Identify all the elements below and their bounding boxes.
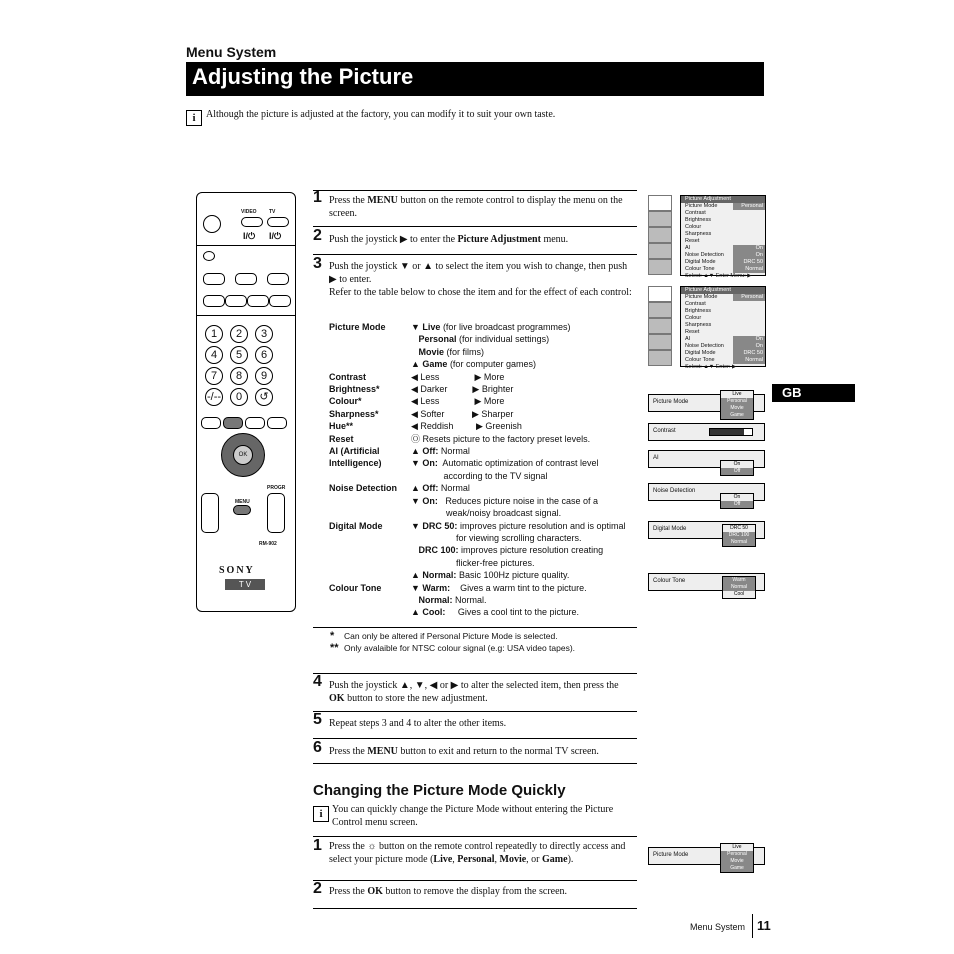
control-table-row: Colour* ◀ Less ▶ More <box>329 396 505 407</box>
remote-button <box>203 295 225 307</box>
osd-bar: Noise Detection <box>648 483 765 501</box>
picture-mode-button <box>223 417 243 429</box>
control-table-row: Colour Tone ▼ Warm: Gives a warm tint to the picture. Normal: Normal. ▲ Cool: Gives a cool tint to the picture. <box>329 582 587 618</box>
osd-sidebar-icon <box>648 302 672 318</box>
osd-option-list: On Off <box>720 460 754 476</box>
remote-button <box>267 417 287 429</box>
step-number: 4 <box>313 673 322 690</box>
osd-sidebar-icon <box>648 227 672 243</box>
remote-button <box>245 417 265 429</box>
program-rocker <box>267 493 285 533</box>
osd-option-list: DRC 50 DRC 100 Normal <box>722 524 756 547</box>
remote-model-label: RM-902 <box>259 541 277 547</box>
step-text: Push the joystick ▲, ▼, ◀ or ▶ to alter the selected item, then press the OK button to store the new adjustment. <box>329 680 619 704</box>
osd-bar: AI <box>648 450 765 468</box>
osd-sidebar-icon <box>648 318 672 334</box>
intro-text: Although the picture is adjusted at the factory, you can modify it to suit your own taste. <box>206 109 556 120</box>
video-button <box>241 217 263 227</box>
page-title: Adjusting the Picture <box>192 64 414 89</box>
ok-button: OK <box>233 445 253 465</box>
osd-bar: Colour Tone <box>648 573 765 591</box>
tv-button <box>267 217 289 227</box>
osd-sidebar-icon <box>648 259 672 275</box>
control-table-row: Hue** ◀ Reddish ▶ Greenish <box>329 421 522 432</box>
step-text: Press the ☼ button on the remote control repeatedly to directly access and select your picture mode (Live, Personal, Movie, or Game). <box>329 841 626 865</box>
language-tab: GB <box>772 384 855 402</box>
control-table-row: Brightness* ◀ Darker ▶ Brighter <box>329 384 514 395</box>
step-text: Push the joystick ▼ or ▲ to select the item you wish to change, then push ▶ to enter. Refer to the table below to chose the item and for the effect of each control: <box>329 261 632 298</box>
control-table-row: Sharpness* ◀ Softer ▶ Sharper <box>329 408 514 419</box>
footnotes <box>330 630 575 654</box>
remote-number-button: ↺ <box>255 388 273 406</box>
power-icon: I/⏻ <box>269 231 282 241</box>
remote-control-illustration <box>196 192 296 612</box>
remote-button <box>203 273 225 285</box>
step-number: 6 <box>313 739 322 756</box>
osd-bar: Picture Mode <box>648 394 765 412</box>
power-icon: I/⏻ <box>243 231 256 241</box>
osd-picture-adjustment: Picture Adjustment Picture Mode Personal Contrast Brightness Colour Sharpness Reset AI On Noise Detection On Digital Mode DRC 50 Colour Tone Normal Select: ▲▼ Enter Menu: ▶ <box>680 195 766 276</box>
remote-tv-badge: T V <box>225 579 265 590</box>
menu-button <box>233 505 251 515</box>
remote-number-button: 1 <box>205 325 223 343</box>
remote-video-label: VIDEO <box>241 209 257 215</box>
osd-bar: Contrast <box>648 423 765 441</box>
osd-option-list: On Off <box>720 493 754 509</box>
osd-option-list: Live Personal Movie Game <box>720 390 754 420</box>
remote-number-button: 5 <box>230 346 248 364</box>
control-table <box>329 321 639 619</box>
step-text: Press the OK button to remove the display from the screen. <box>329 886 568 897</box>
remote-menu-label: MENU <box>235 499 250 505</box>
remote-button <box>225 295 247 307</box>
step-number: 1 <box>313 189 322 206</box>
step-number: 3 <box>313 255 322 272</box>
remote-button <box>267 273 289 285</box>
remote-small-button <box>203 251 215 261</box>
step-text: Push the joystick ▶ to enter the Picture Adjustment menu. <box>329 234 569 245</box>
step-text: Press the MENU button to exit and return to the normal TV screen. <box>329 746 599 757</box>
step-text: Press the MENU button on the remote control to display the menu on the screen. <box>329 195 623 219</box>
osd-sidebar-icon <box>648 350 672 366</box>
osd-option-list: Live Personal Movie Game <box>720 843 754 873</box>
step-number: 2 <box>313 227 322 244</box>
remote-brand-logo: SONY <box>219 565 255 576</box>
remote-number-button: 0 <box>230 388 248 406</box>
remote-button <box>201 417 221 429</box>
section-heading: Changing the Picture Mode Quickly <box>313 782 566 799</box>
control-table-row: AI (Artificial Intelligence) ▲ Off: Normal ▼ On: Automatic optimization of contrast level according to the TV signal <box>329 446 599 481</box>
remote-progr-label: PROGR <box>267 485 286 491</box>
osd-bar: Picture Mode <box>648 847 765 865</box>
info-icon: i <box>313 806 329 822</box>
title-bar <box>186 62 764 96</box>
osd-bar: Digital Mode <box>648 521 765 539</box>
remote-button <box>247 295 269 307</box>
osd-sidebar-icon <box>648 334 672 350</box>
page-number: 11 <box>757 918 771 933</box>
control-table-row: Reset Ⓞ Resets picture to the factory preset levels. <box>329 433 591 444</box>
step-number: 2 <box>313 880 322 897</box>
volume-rocker <box>201 493 219 533</box>
info-icon: i <box>186 110 202 126</box>
remote-number-button: 8 <box>230 367 248 385</box>
remote-number-button: 7 <box>205 367 223 385</box>
joystick <box>221 433 265 477</box>
step-number: 1 <box>313 837 322 854</box>
remote-button <box>235 273 257 285</box>
remote-number-button: 3 <box>255 325 273 343</box>
osd-sidebar-icon <box>648 286 672 302</box>
remote-number-button: -/-- <box>205 388 223 406</box>
step-number: 5 <box>313 711 322 728</box>
osd-sidebar-icon <box>648 195 672 211</box>
control-table-row: Contrast ◀ Less ▶ More <box>329 371 505 382</box>
osd-option-list: Warm Normal Cool <box>722 576 756 599</box>
mute-icon <box>203 215 221 233</box>
remote-button <box>269 295 291 307</box>
footnote: ** Only avalaible for NTSC colour signal (e.g: USA video tapes). <box>330 642 576 654</box>
osd-sidebar-icon <box>648 211 672 227</box>
osd-picture-adjustment: Picture Adjustment Picture Mode Personal Contrast Brightness Colour Sharpness Reset AI On Noise Detection On Digital Mode DRC 50 Colour Tone Normal Select: ▲▼ Enter: ▶ <box>680 286 766 367</box>
remote-number-button: 2 <box>230 325 248 343</box>
footer-section-label: Menu System <box>690 922 746 932</box>
control-table-row: Noise Detection ▲ Off: Normal ▼ On: Reduces picture noise in the case of a weak/noisy broadcast signal. <box>329 483 599 519</box>
section-label: Menu System <box>186 44 277 60</box>
step-text: Repeat steps 3 and 4 to alter the other items. <box>329 718 507 729</box>
remote-number-button: 6 <box>255 346 273 364</box>
osd-sidebar-icon <box>648 243 672 259</box>
remote-number-button: 4 <box>205 346 223 364</box>
control-table-row: Picture Mode ▼ Live (for live broadcast programmes) Personal (for individual settings) Movie (for films) ▲ Game (for computer games) <box>329 322 571 370</box>
footnote: * Can only be altered if Personal Picture Mode is selected. <box>330 630 558 642</box>
remote-number-button: 9 <box>255 367 273 385</box>
remote-tv-label: TV <box>269 209 276 215</box>
section-intro: You can quickly change the Picture Mode without entering the Picture Control menu screen. <box>332 804 614 828</box>
control-table-row: Digital Mode ▼ DRC 50: improves picture resolution and is optimal for viewing scrolling characters. DRC 100: improves picture resolution creating flicker-free pictures. ▲ Normal: Basic 100Hz picture quality. <box>329 520 626 581</box>
